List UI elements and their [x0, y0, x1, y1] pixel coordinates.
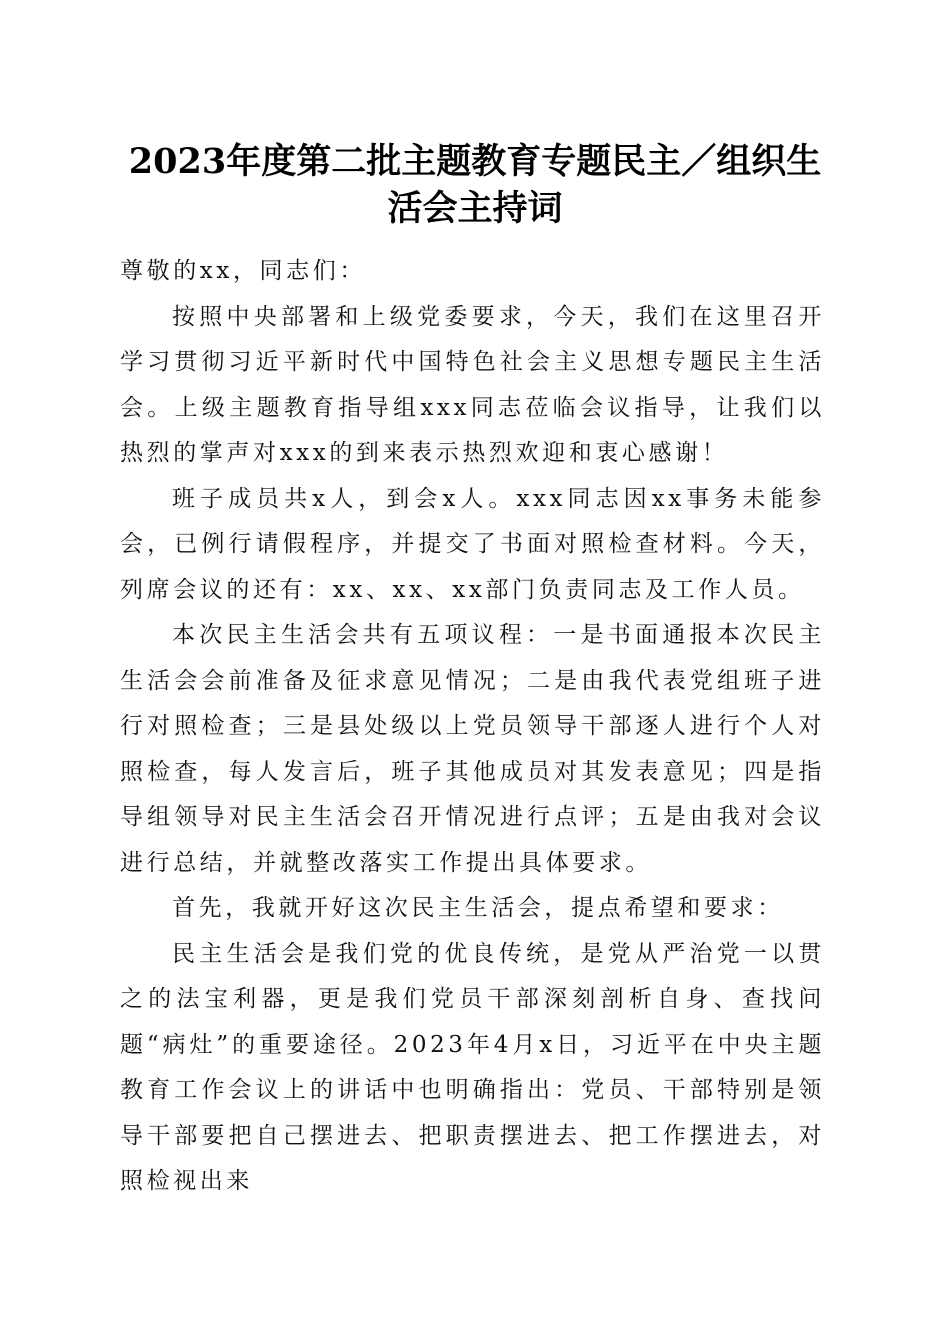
paragraph-2: 班子成员共x人，到会x人。xxx同志因xx事务未能参会，已例行请假程序，并提交了书面对照检查材料。今天，列席会议的还有：xx、xx、xx部门负责同志及工作人员。: [120, 485, 825, 603]
paragraph-3: 本次民主生活会共有五项议程：一是书面通报本次民主生活会会前准备及征求意见情况；二是由我代表党组班子进行对照检查；三是县处级以上党员领导干部逐人进行个人对照检查，每人发言后，班子其他成员对其发表意见；四是指导组领导对民主生活会召开情况进行点评；五是由我对会议进行总结，并就整改落实工作提出具体要求。: [120, 622, 825, 876]
paragraph-1: 按照中央部署和上级党委要求，今天，我们在这里召开学习贯彻习近平新时代中国特色社会主义思想专题民主生活会。上级主题教育指导组xxx同志莅临会议指导，让我们以热烈的掌声对xxx的到来表示热烈欢迎和衷心感谢！: [120, 303, 825, 466]
greeting: 尊敬的xx，同志们：: [120, 258, 366, 284]
paragraph-4: 首先，我就开好这次民主生活会，提点希望和要求：: [172, 895, 784, 921]
document-body: [120, 249, 825, 1205]
title-line-1: 2023年度第二批主题教育专题民主／组织生: [128, 141, 822, 182]
paragraph-5: 民主生活会是我们党的优良传统，是党从严治党一以贯之的法宝利器，更是我们党员干部深刻剖析自身、查找问题“病灶”的重要途径。2023年4月x日，习近平在中央主题教育工作会议上的讲话中也明确指出：党员、干部特别是领导干部要把自己摆进去、把职责摆进去、把工作摆进去，对照检视出来: [120, 940, 825, 1194]
document-title: [110, 138, 840, 232]
title-line-2: 活会主持词: [387, 188, 563, 229]
